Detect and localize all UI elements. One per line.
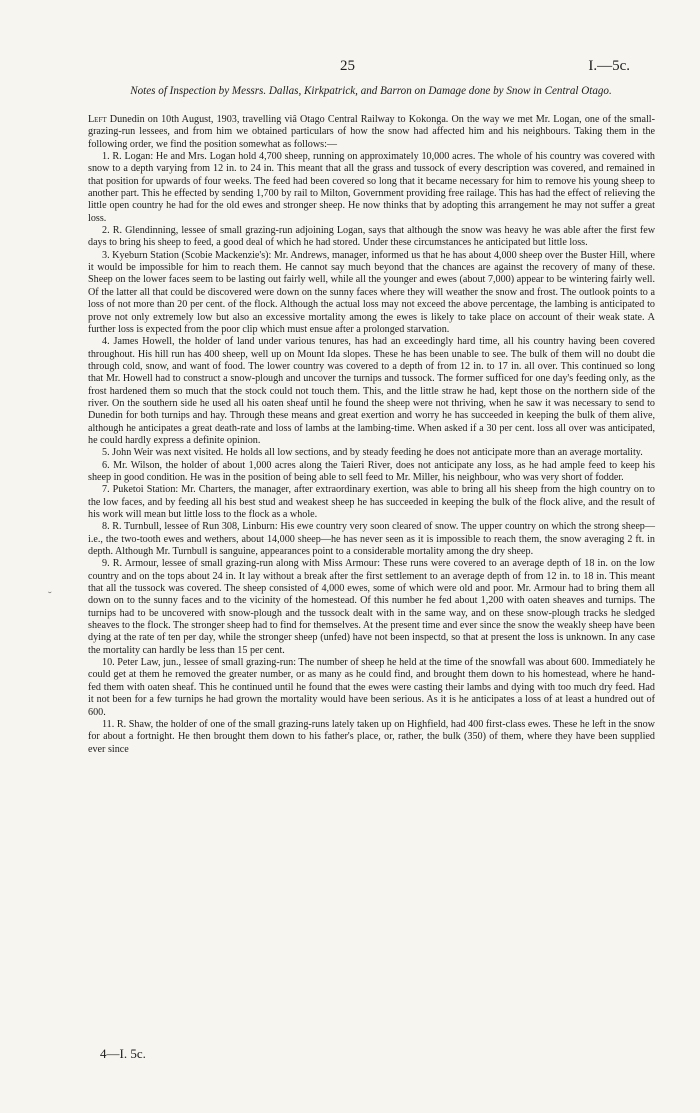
intro-lead-word: Left [88, 114, 107, 125]
document-reference: I.—5c. [588, 58, 630, 74]
section-title: Notes of Inspection by Messrs. Dallas, Kirkpatrick, and Barron on Damage done by Snow in Central Otago. [130, 85, 612, 97]
paragraph-wilson: 6. Mr. Wilson, the holder of about 1,000 acres along the Taieri River, does not anticipate any loss, as he had ample feed to keep his sheep in good condition. He was in the position of being able to sell feed to Mr. Miller, his neighbour, who was very short of fodder. [88, 459, 655, 483]
paragraph-puketoi-station: 7. Puketoi Station: Mr. Charters, the manager, after extraordinary exertion, was able to bring all his sheep from the high country on to the low faces, and by feeding all his best stud and weakest sheep he has succeeded in keeping the bulk of the flock alive, and the result of his work will mean but little loss to the flock as a whole. [88, 484, 655, 520]
paragraph-glendinning: 2. R. Glendinning, lessee of small grazing-run adjoining Logan, says that although the snow was heavy he was able after the first few days to bring his sheep to feed, a good deal of which he had stored. Under these circumstances he anticipated but little loss. [88, 225, 655, 249]
body-text [88, 114, 655, 756]
page-number: 25 [340, 58, 355, 74]
intro-paragraph [88, 114, 655, 151]
paragraph-shaw: 11. R. Shaw, the holder of one of the small grazing-runs lately taken up on Highfield, had 400 first-class ewes. These he left in the snow for about a fortnight. He then brought them down to his father's place, or, rather, the bulk (350) of them, where they have been supplied ever since [88, 718, 655, 755]
paragraph-turnbull: 8. R. Turnbull, lessee of Run 308, Linburn: His ewe country very soon cleared of snow. The upper country on which the strong sheep—i.e., the two-tooth ewes and wethers, about 14,000 sheep—he has never seen as it is impossible to reach them, the snow averaging 2 ft. in depth. Although Mr. Turnbull is sanguine, appearances point to a considerable mortality among the dry sheep. [88, 521, 655, 558]
signature-mark: 4—I. 5c. [100, 1046, 146, 1061]
paragraph-armour: 9. R. Armour, lessee of small grazing-run along with Miss Armour: These runs were covered to an average depth of 18 in. on the low country and on the tops about 24 in. It lay without a break after the first settlement to an average depth of from 12 in. to 18 in. This meant that all the tussock was covered. The sheep consisted of 4,000 ewes, some of which were old and poor. Mr. Armour had to bring them all down on to the sunny faces and to the vicinity of the homestead. Of this number he fed about 1,200 with oaten sheaves and turnips. The turnips had to be uncovered with snow-plough and the tussock dealt with in the same way, and on these snow-plough tracks he sledged sheaves to the flock. The stronger sheep had to find for themselves. At the present time and ever since the snow the weakly sheep have been dying at the rate of ten per day, while the stronger sheep (unfed) have not been inspectd, so that at present the loss is unknown. In any case the mortality can hardly be less than 15 per cent. [88, 558, 655, 656]
paragraph-kyeburn-station: 3. Kyeburn Station (Scobie Mackenzie's): Mr. Andrews, manager, informed us that he has about 4,000 sheep over the Buster Hill, where it would be impossible for him to reach them. He cannot say much beyond that the chances are against the recovery of many of these. Sheep on the lower faces seem to be lasting out fairly well, while all the younger and ewes (about 7,000) appear to be wintering fairly well. Of the latter all that could be discovered were down on the sunny faces where they will weather the snow and frost. The outlook points to a loss of not more than 20 per cent. of the flock. Although the actual loss may not exceed the above percentage, the lambing is anticipated to prove not only extremely low but also an excessive mortality among the ewes is likely to take place on account of their weak state. A further loss is expected from the poor clip which must ensue after a prolonged starvation. [88, 249, 655, 335]
paragraph-weir: 5. John Weir was next visited. He holds all low sections, and by steady feeding he does not anticipate more than an average mortality. [102, 447, 643, 459]
paragraph-logan: 1. R. Logan: He and Mrs. Logan hold 4,700 sheep, running on approximately 10,000 acres. The whole of his country was covered with snow to a depth varying from 12 in. to 24 in. This meant that all the grass and tussock of every description was covered, and remained in that position for upwards of four weeks. The feed had been covered so long that it became necessary for him to remove his young sheep to another part. This he effected by sending 1,700 by rail to Milton, Government providing free railage. This has had the effect of relieving the little open country he had for the old ewes and stronger sheep. He now thinks that by adopting this arrangement he may not suffer a great loss. [88, 151, 655, 224]
margin-mark: ˘ [48, 590, 52, 602]
paragraph-law: 10. Peter Law, jun., lessee of small grazing-run: The number of sheep he held at the time of the snowfall was about 600. Immediately he could get at them he removed the greater number, or as many as he could find, and brought them down to his homestead, where he hand-fed them with oaten sheaf. This he continued until he found that the ewes were casting their lambs and dying with too much dry feed. Had it not been for a few turnips he had grown the mortality would have been serious. As it is he anticipates a loss of at least a hundred out of 600. [88, 657, 655, 718]
paragraph-howell: 4. James Howell, the holder of land under various tenures, has had an exceedingly hard time, all his country having been covered throughout. His hill run has 400 sheep, well up on Mount Ida slopes. These he has been unable to see. The bulk of them will no doubt die through cold, snow, and want of food. The lower country was covered to a depth of from 12 in. to 17 in. all over. This continued so long that Mr. Howell had to construct a snow-plough and uncover the turnips and tussock. The former sufficed for one day's feeding only, as the frost hardened them so much that the stock could not touch them. This, and the little straw he had, kept those on the northern side of the river. On the southern side he used all his oaten sheaf until he found the sheep were not thriving, when he saw it was necessary to send to Dunedin for both turnips and hay. Through these means and great exertion and worry he has succeeded in keeping the bulk of them alive, although he anticipates a great death-rate and loss of lambs at the lambing-time. When asked if a 30 per cent. loss all over was anticipated, he could hardly express a definite opinion. [88, 336, 655, 446]
page-header [0, 58, 700, 78]
intro-text: Dunedin on 10th August, 1903, travelling viâ Otago Central Railway to Kokonga. On the way we met Mr. Logan, one of the small-grazing-run lessees, and from him we obtained particulars of how the snow had affected him and his neighbours. Taking them in the following order, we find the position somewhat as follows:— [88, 114, 655, 150]
